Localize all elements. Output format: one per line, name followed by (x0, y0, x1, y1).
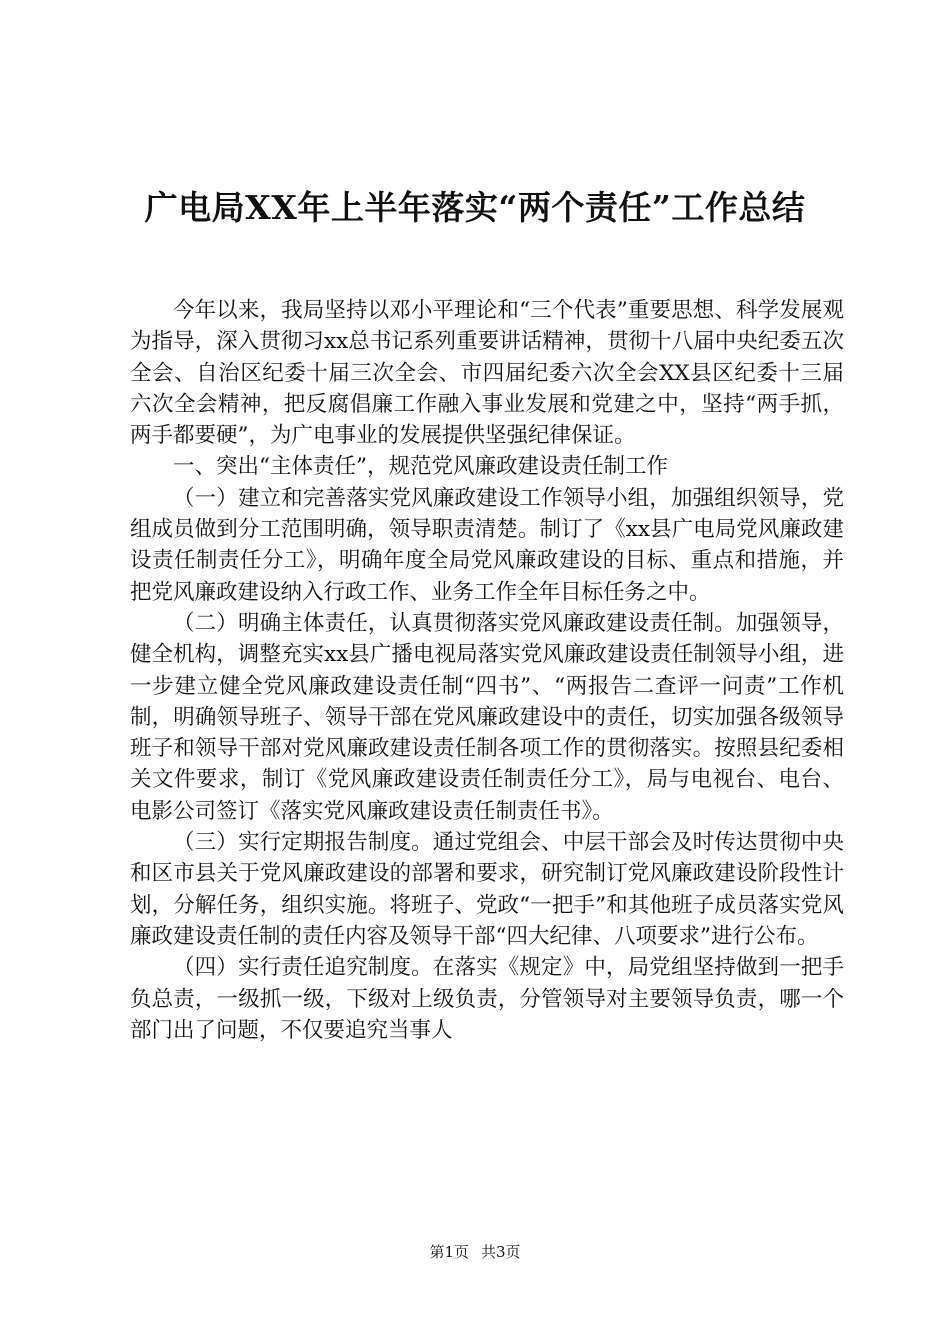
paragraph-item-3: （三）实行定期报告制度。通过党组会、中层干部会及时传达贯彻中央和区市县关于党风廉政建设的部署和要求，研究制订党风廉政建设阶段性计划，分解任务，组织实施。将班子、党政“一把手”和其他班子成员落实党风廉政建设责任制的责任内容及领导干部“四大纪律、八项要求”进行公布。 (130, 830, 844, 949)
document-body (130, 295, 844, 1046)
paragraph-item-2: （二）明确主体责任，认真贯彻落实党风廉政建设责任制。加强领导，健全机构，调整充实xx县广播电视局落实党风廉政建设责任制领导小组，进一步建立健全党风廉政建设责任制“四书”、“两报告二查评一问责”工作机制，明确领导班子、领导干部在党风廉政建设中的责任，切实加强各级领导班子和领导干部对党风廉政建设责任制各项工作的贯彻落实。按照县纪委相关文件要求，制订《党风廉政建设责任制责任分工》，局与电视台、电台、电影公司签订《落实党风廉政建设责任制责任书》。 (130, 610, 844, 824)
page-number: 第1页 (429, 1243, 469, 1261)
paragraph-intro: 今年以来，我局坚持以邓小平理论和“三个代表”重要思想、科学发展观为指导，深入贯彻习xx总书记系列重要讲话精神，贯彻十八届中央纪委五次全会、自治区纪委十届三次全会、市四届纪委六次全会XX县区纪委十三届六次全会精神，把反腐倡廉工作融入事业发展和党建之中，坚持“两手抓，两手都要硬”，为广电事业的发展提供坚强纪律保证。 (130, 298, 844, 449)
section-heading-1: 一、突出“主体责任”，规范党风廉政建设责任制工作 (173, 454, 668, 480)
page-total: 共3页 (481, 1243, 521, 1261)
document-title: 广电局XX年上半年落实“两个责任”工作总结 (144, 188, 806, 227)
paragraph-item-1: （一）建立和完善落实党风廉政建设工作领导小组，加强组织领导，党组成员做到分工范围明确，领导职责清楚。制订了《xx县广电局党风廉政建设责任制责任分工》，明确年度全局党风廉政建设的目标、重点和措施，并把党风廉政建设纳入行政工作、业务工作全年目标任务之中。 (130, 485, 844, 605)
paragraph-item-4: （四）实行责任追究制度。在落实《规定》中，局党组坚持做到一把手负总责，一级抓一级，下级对上级负责，分管领导对主要领导负责，哪一个部门出了问题，不仅要追究当事人 (130, 955, 844, 1043)
page-footer (0, 1242, 950, 1262)
